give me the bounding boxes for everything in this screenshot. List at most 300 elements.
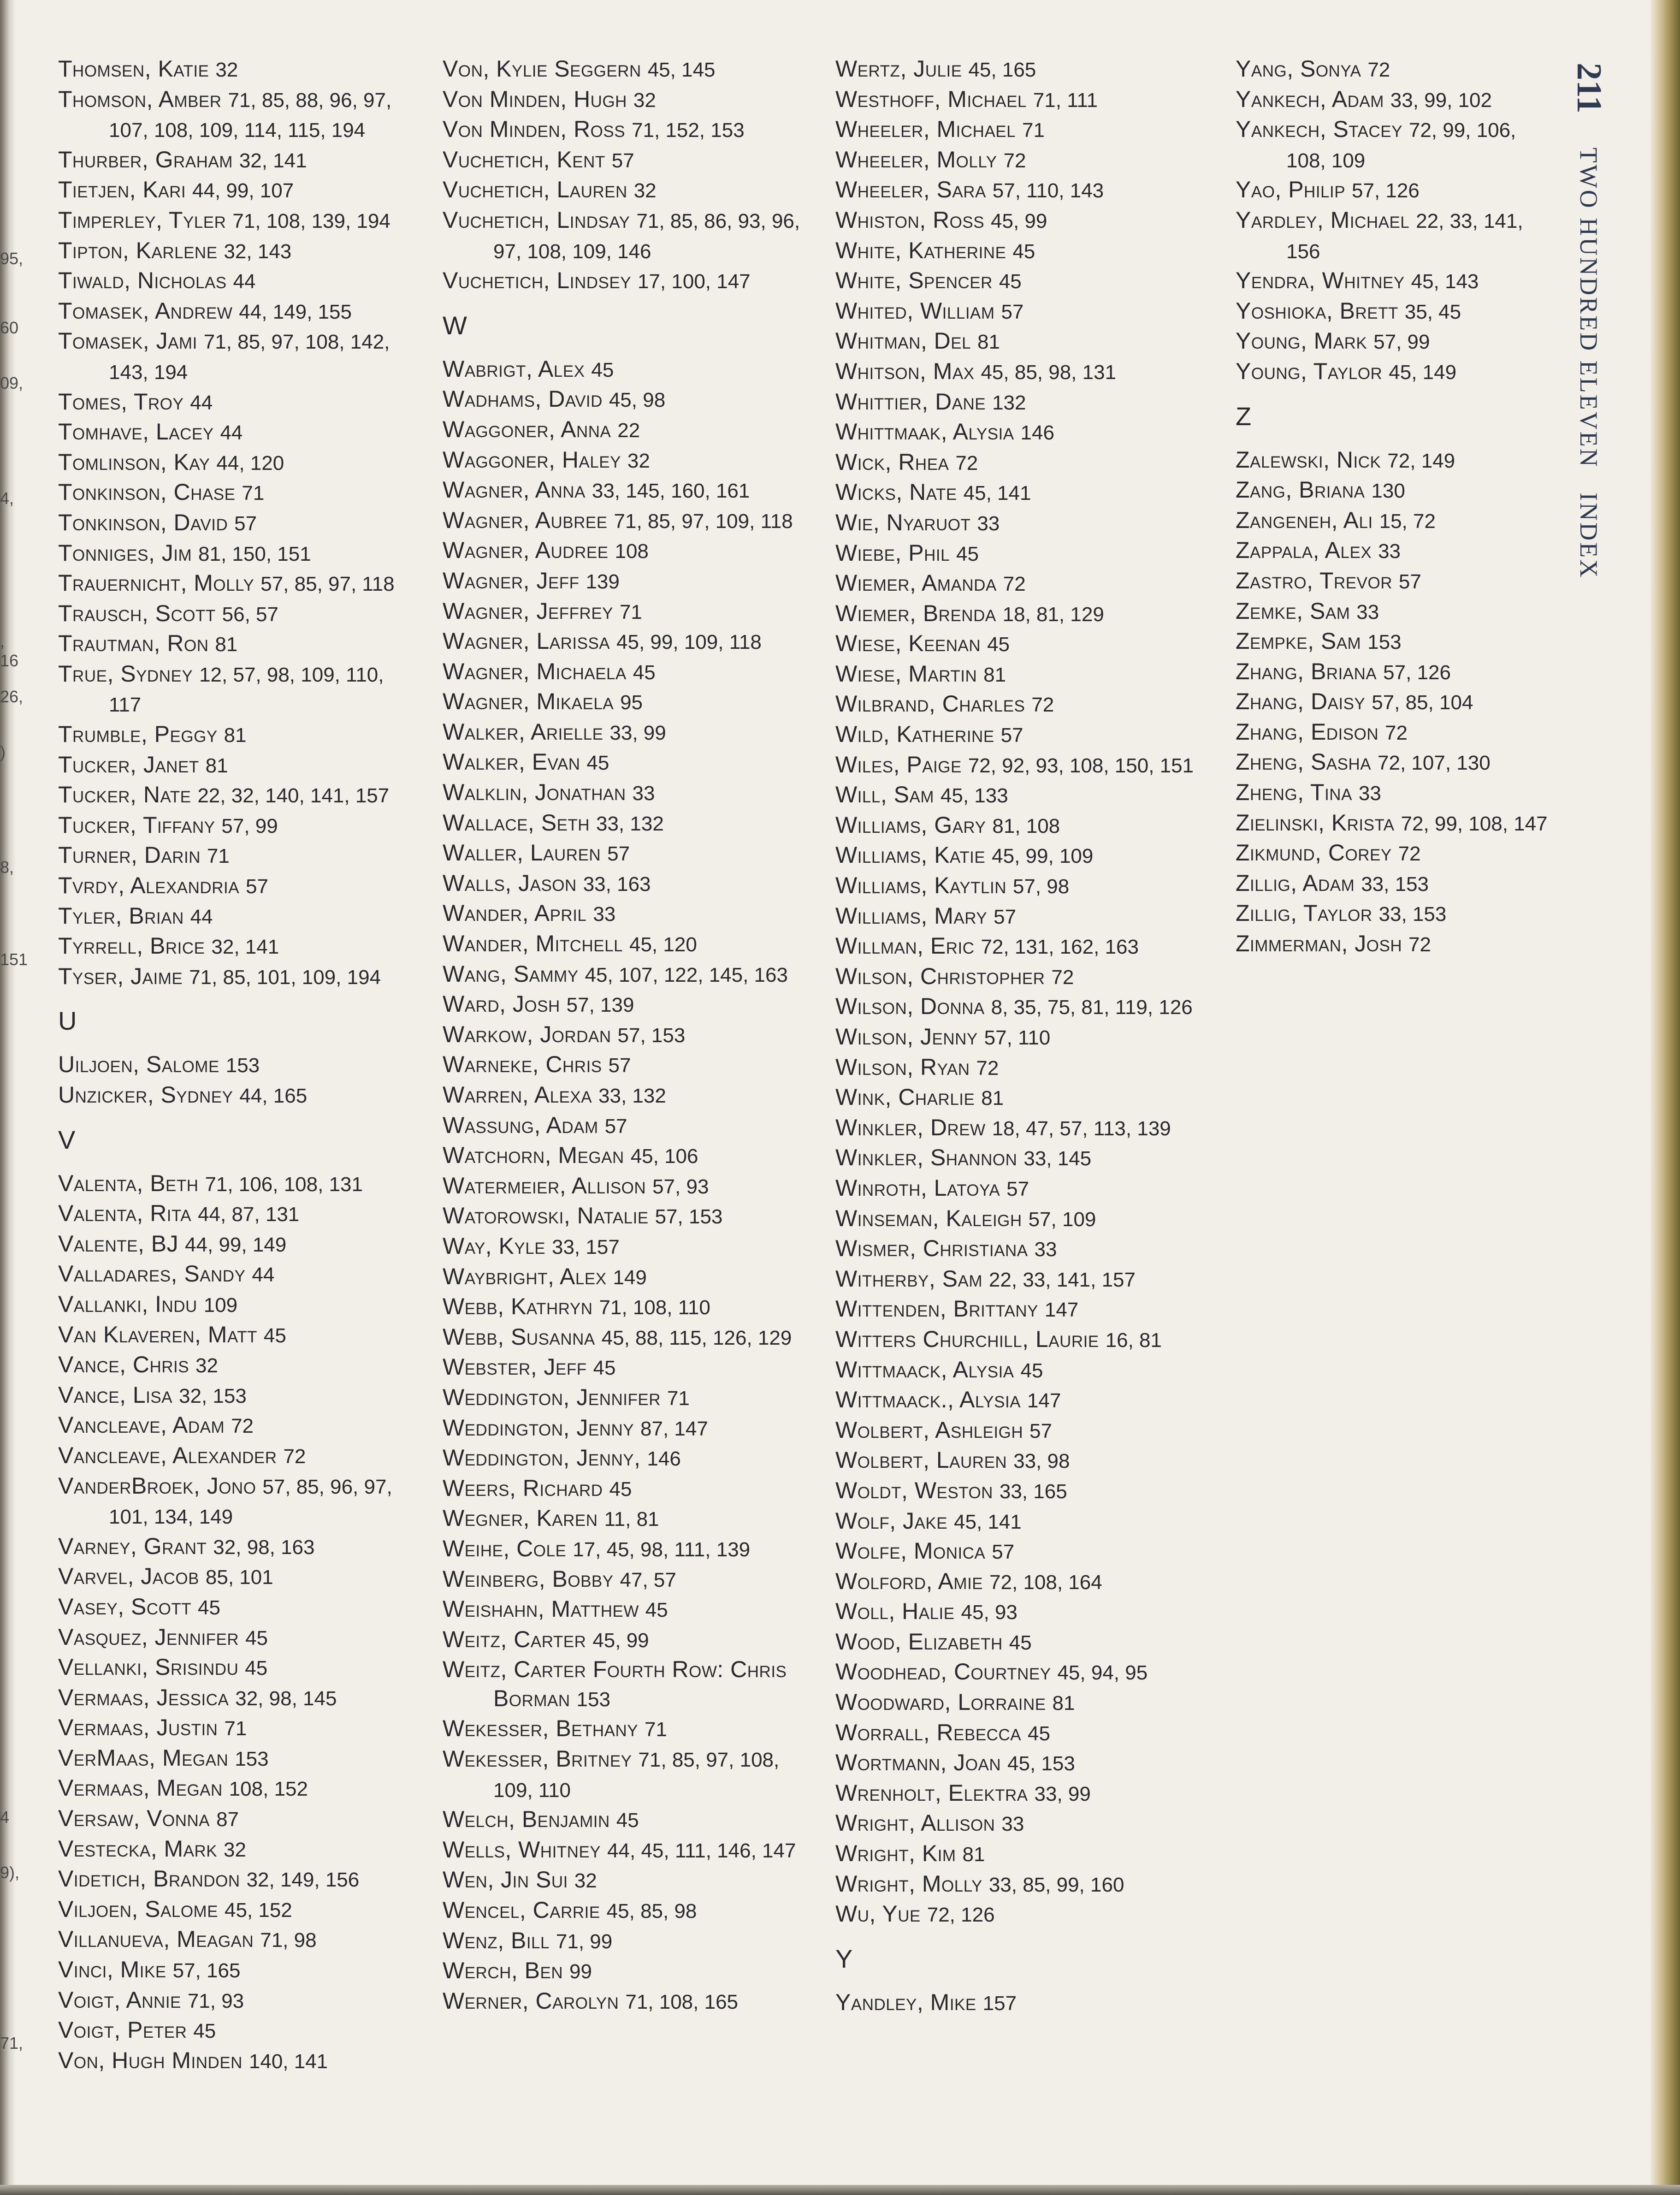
entry-pages: 72: [976, 1056, 999, 1080]
entry-pages: 22, 32, 140, 141, 157: [197, 784, 390, 807]
index-entry: [835, 780, 1204, 811]
entry-pages: 45: [987, 633, 1010, 656]
index-entry: [835, 1899, 1204, 1930]
index-entry: [835, 1143, 1204, 1174]
entry-pages: 71: [619, 600, 642, 623]
page-header: [1569, 63, 1609, 579]
entry-pages: 57, 85, 104: [1372, 691, 1473, 714]
entry-pages: 22, 33, 141, 157: [988, 1268, 1136, 1291]
index-entry: [443, 355, 802, 385]
entry-pages: 33, 145: [1023, 1147, 1092, 1170]
entry-pages: 81, 108: [992, 814, 1060, 837]
entry-name: Whittmaak, Alysia: [835, 419, 1014, 445]
entry-name: Trauernicht, Molly: [58, 570, 254, 596]
entry-pages: 95: [620, 691, 643, 714]
entry-pages: 157: [982, 1992, 1017, 2015]
entry-name: Webb, Susanna: [443, 1323, 595, 1350]
index-entry: [835, 175, 1204, 206]
entry-pages: 45, 153: [1007, 1752, 1075, 1775]
entry-pages: 18, 47, 57, 113, 139: [992, 1117, 1171, 1140]
entry-name: Tomlinson, Kay: [58, 449, 210, 475]
entry-name: Vuchetich, Lauren: [443, 177, 627, 203]
index-entry: [443, 1595, 802, 1625]
entry-name: Thurber, Graham: [58, 146, 233, 172]
entry-pages: 140, 141: [248, 2050, 328, 2073]
entry-name: Vuchetich, Lindsay: [443, 207, 630, 233]
entry-name: Waggoner, Anna: [443, 416, 611, 442]
entry-pages: 85, 101: [205, 1566, 273, 1589]
index-entry: [58, 387, 413, 418]
entry-pages: 45: [193, 2020, 216, 2043]
entry-name: Watorowski, Natalie: [443, 1203, 649, 1229]
index-entry: [58, 1592, 413, 1623]
index-entry: [835, 266, 1204, 297]
entry-name: Von, Kylie Seggern: [443, 56, 641, 82]
entry-pages: 32, 153: [179, 1384, 247, 1407]
entry-name: Williams, Gary: [835, 812, 986, 838]
entry-name: Wheeler, Michael: [835, 116, 1016, 142]
index-entry: [443, 1865, 802, 1896]
entry-pages: 72: [1367, 59, 1390, 81]
index-entry: [1236, 206, 1558, 266]
entry-name: Wismer, Christiana: [835, 1235, 1028, 1262]
entry-name: Winroth, Latoya: [835, 1175, 1000, 1201]
index-entry: [58, 266, 413, 297]
index-entry: [835, 750, 1204, 781]
entry-pages: 57: [608, 1054, 631, 1077]
index-entry: [443, 747, 802, 778]
entry-name: Voigt, Peter: [58, 2017, 187, 2043]
entry-name: Wadhams, David: [443, 386, 603, 412]
entry-name: Wen, Jin Sui: [443, 1867, 568, 1893]
entry-name: Zang, Briana: [1236, 477, 1365, 503]
entry-pages: 44, 99, 107: [192, 179, 294, 202]
index-entry: [835, 357, 1204, 387]
entry-name: Walker, Arielle: [443, 718, 603, 745]
index-entry: [835, 387, 1204, 418]
entry-name: Valenta, Beth: [58, 1170, 199, 1196]
entry-name: Wie, Nyaruot: [835, 509, 971, 535]
entry-pages: 71, 98: [260, 1929, 317, 1952]
gutter-fragment: 09,: [0, 374, 24, 392]
index-entry: [1236, 808, 1558, 839]
index-entry: [58, 750, 413, 781]
entry-name: Williams, Katie: [835, 842, 986, 868]
entry-pages: 71: [224, 1717, 247, 1740]
entry-name: Videtich, Brandon: [58, 1866, 240, 1892]
entry-name: Weddington, Jenny,: [443, 1445, 641, 1471]
index-entry: [835, 236, 1204, 267]
entry-pages: 71, 106, 108, 131: [205, 1173, 363, 1196]
entry-pages: 71, 93: [187, 1989, 244, 2012]
entry-name: Zalewski, Nick: [1236, 446, 1381, 473]
entry-name: Wagner, Michaela: [443, 658, 627, 684]
entry-pages: 45, 141: [954, 1510, 1022, 1533]
index-entry: [443, 1987, 802, 2017]
index-entry: [58, 1169, 413, 1199]
entry-name: Wheeler, Molly: [835, 146, 997, 172]
index-entry: [835, 841, 1204, 871]
index-entry: [835, 206, 1204, 236]
entry-name: Unzicker, Sydney: [58, 1082, 233, 1108]
entry-pages: 45, 106: [630, 1145, 698, 1168]
entry-pages: 45: [999, 270, 1022, 293]
index-entry: [835, 1234, 1204, 1264]
index-entry: [835, 1446, 1204, 1476]
section-letter: V: [58, 1125, 76, 1154]
index-entry: [58, 1774, 413, 1804]
entry-name: Wortmann, Joan: [835, 1750, 1001, 1776]
index-entry: [835, 1536, 1204, 1567]
index-entry: [58, 1804, 413, 1834]
entry-pages: 45, 143: [1411, 270, 1479, 293]
index-entry: [443, 1111, 802, 1141]
index-entry: [443, 1835, 802, 1866]
entry-name: Zhang, Edison: [1236, 718, 1379, 745]
entry-name: Worrall, Rebecca: [835, 1719, 1022, 1745]
entry-name: Vermaas, Justin: [58, 1714, 218, 1741]
entry-pages: 57: [994, 905, 1017, 928]
entry-pages: 45, 88, 115, 126, 129: [601, 1326, 792, 1349]
entry-name: Westhoff, Michael: [835, 86, 1027, 112]
entry-pages: 109: [203, 1293, 238, 1317]
entry-name: Wagner, Jeff: [443, 567, 580, 593]
index-entry: [443, 1805, 802, 1835]
index-entry: [1236, 445, 1558, 476]
entry-pages: 32: [224, 1838, 246, 1861]
entry-pages: 44: [252, 1264, 275, 1287]
index-entry: [443, 627, 802, 657]
entry-pages: 8, 35, 75, 81, 119, 126: [991, 996, 1193, 1019]
index-entry: [835, 1294, 1204, 1325]
entry-name: Wassung, Adam: [443, 1112, 598, 1138]
index-entry: [58, 54, 413, 85]
index-entry: [835, 1416, 1204, 1446]
gutter-fragment: 71,: [0, 2034, 24, 2053]
entry-pages: 45: [245, 1657, 268, 1680]
entry-pages: 57: [1006, 1177, 1029, 1200]
entry-pages: 45, 165: [968, 59, 1036, 81]
index-entry: [835, 539, 1204, 569]
index-entry: [1236, 899, 1558, 929]
entry-name: Voigt, Annie: [58, 1987, 181, 2013]
entry-pages: 45, 85, 98: [606, 1900, 697, 1923]
index-entry: [443, 1565, 802, 1595]
entry-pages: 81: [983, 663, 1006, 686]
entry-pages: 153: [225, 1054, 260, 1077]
entry-name: Wrenholt, Elektra: [835, 1780, 1028, 1806]
index-entry: [1236, 506, 1558, 536]
entry-pages: 57, 109: [1028, 1208, 1096, 1231]
index-entry: [835, 417, 1204, 448]
entry-pages: 71, 152, 153: [632, 119, 745, 142]
entry-name: Werner, Carolyn: [443, 1987, 619, 2014]
index-entry: [835, 1083, 1204, 1113]
entry-name: Yoshioka, Brett: [1236, 297, 1398, 324]
entry-pages: 44, 99, 149: [185, 1233, 287, 1256]
entry-name: Weitz, Carter Fourth Row: Chris Borman: [443, 1656, 787, 1711]
entry-pages: 146: [1020, 421, 1054, 445]
entry-name: Weddington, Jenny: [443, 1414, 634, 1441]
index-entry: [835, 85, 1204, 115]
index-entry: [443, 475, 802, 506]
entry-pages: 45, 99: [991, 209, 1047, 232]
entry-name: Wicks, Nate: [835, 479, 957, 505]
entry-name: Waybright, Alex: [443, 1263, 607, 1289]
entry-pages: 32: [574, 1869, 597, 1892]
entry-pages: 32: [195, 1354, 218, 1377]
index-entry: [835, 508, 1204, 539]
index-entry: [835, 115, 1204, 145]
entry-pages: 45: [591, 358, 614, 381]
index-entry: [443, 1926, 802, 1957]
entry-pages: 57, 153: [617, 1024, 686, 1047]
entry-pages: 72, 107, 130: [1378, 752, 1491, 775]
entry-pages: 72: [1003, 149, 1026, 172]
page-edge: [1650, 0, 1680, 2195]
index-entry: [443, 1232, 802, 1262]
entry-pages: 71: [645, 1718, 667, 1741]
entry-name: Webster, Jeff: [443, 1354, 587, 1380]
entry-name: Tonkinson, David: [58, 509, 228, 535]
entry-pages: 57, 98: [1012, 875, 1070, 898]
index-entry: [58, 962, 413, 992]
index-entry: [835, 1809, 1204, 1839]
index-entry: [835, 1869, 1204, 1900]
entry-pages: 45: [616, 1809, 639, 1832]
entry-pages: 139: [586, 570, 620, 593]
gutter-fragment: 8,: [0, 858, 14, 877]
entry-pages: 44: [233, 270, 256, 293]
entry-name: Welch, Benjamin: [443, 1806, 610, 1833]
entry-pages: 81: [962, 1843, 985, 1866]
index-entry: [835, 1597, 1204, 1627]
entry-name: Young, Taylor: [1236, 358, 1383, 384]
entry-pages: 44, 149, 155: [239, 300, 352, 323]
entry-name: Zastro, Trevor: [1236, 567, 1392, 593]
index-entry: [58, 1986, 413, 2016]
entry-name: Wiebe, Phil: [835, 540, 950, 566]
entry-name: Wiese, Martin: [835, 660, 977, 687]
entry-name: Vermaas, Megan: [58, 1775, 223, 1801]
entry-pages: 72: [1031, 694, 1054, 717]
index-entry: [58, 508, 413, 539]
entry-name: Tucker, Nate: [58, 782, 191, 808]
entry-name: Weihe, Cole: [443, 1535, 567, 1561]
entry-pages: 146: [647, 1448, 681, 1471]
entry-pages: 81, 150, 151: [198, 542, 311, 565]
entry-name: Wabrigt, Alex: [443, 356, 585, 382]
entry-name: Woldt, Weston: [835, 1477, 993, 1503]
entry-pages: 72, 92, 93, 108, 150, 151: [968, 754, 1194, 777]
index-entry: [443, 1474, 802, 1504]
entry-name: Webb, Kathryn: [443, 1293, 593, 1320]
index-entry: [443, 175, 802, 206]
index-entry: [443, 385, 802, 415]
index-entry: [443, 1956, 802, 1987]
index-entry: [835, 1053, 1204, 1083]
index-entry: [1236, 566, 1558, 597]
entry-pages: 45: [645, 1599, 668, 1622]
index-entry: [443, 85, 802, 115]
entry-pages: 33, 153: [1361, 872, 1429, 896]
entry-name: Wick, Rhea: [835, 449, 949, 475]
entry-pages: 33, 153: [1378, 903, 1447, 926]
entry-name: Wagner, Larissa: [443, 628, 610, 654]
gutter-fragment: , 16: [0, 632, 19, 670]
index-entry: [58, 145, 413, 176]
entry-name: Uiljoen, Salome: [58, 1051, 219, 1078]
entry-name: Wiemer, Amanda: [835, 570, 997, 596]
page-bottom-edge: [0, 2185, 1680, 2195]
index-entry: [835, 1567, 1204, 1597]
index-entry: [835, 448, 1204, 478]
entry-pages: 45: [633, 661, 656, 684]
index-entry: [835, 1988, 1204, 2018]
entry-name: Von, Hugh Minden: [58, 2047, 243, 2073]
index-entry: [835, 811, 1204, 841]
entry-name: Van Klaveren, Matt: [58, 1321, 257, 1347]
entry-pages: 45, 120: [629, 933, 697, 956]
index-entry: [443, 1050, 802, 1080]
index-entry: [58, 629, 413, 659]
index-entry: [443, 1655, 802, 1714]
entry-pages: 32, 149, 156: [246, 1869, 360, 1892]
entry-pages: 45, 107, 122, 145, 163: [585, 963, 788, 986]
entry-name: Vance, Chris: [58, 1352, 189, 1378]
entry-pages: 45, 145: [647, 59, 716, 81]
index-entry: [443, 1323, 802, 1353]
index-entry: [58, 871, 413, 902]
entry-pages: 45: [198, 1596, 220, 1619]
index-entry: [1236, 115, 1558, 175]
index-entry: [443, 1141, 802, 1171]
entry-name: Whitman, Del: [835, 328, 971, 354]
entry-name: Tipton, Karlene: [58, 237, 218, 263]
entry-name: Witters Churchill, Laurie: [835, 1326, 1099, 1352]
index-entry: [835, 931, 1204, 962]
entry-pages: 57: [245, 875, 268, 898]
entry-name: Wheeler, Sara: [835, 177, 986, 203]
entry-pages: 71, 85, 97, 109, 118: [614, 510, 793, 533]
entry-name: Zangeneh, Ali: [1236, 507, 1373, 533]
entry-name: VerMaas, Megan: [58, 1744, 229, 1771]
index-entry: [835, 962, 1204, 992]
entry-name: Wilson, Donna: [835, 993, 985, 1020]
entry-pages: 57: [611, 149, 634, 172]
entry-name: Yao, Philip: [1236, 177, 1346, 203]
entry-name: Wilson, Christopher: [835, 963, 1045, 989]
entry-name: Weinberg, Bobby: [443, 1566, 614, 1592]
entry-pages: 71, 111: [1033, 89, 1098, 112]
index-column-3: [835, 54, 1204, 2018]
index-entry: [835, 992, 1204, 1022]
entry-name: White, Spencer: [835, 267, 993, 294]
entry-pages: 17, 45, 98, 111, 139: [573, 1538, 751, 1561]
index-entry: [58, 297, 413, 327]
index-entry: [443, 415, 802, 445]
entry-name: Tietjen, Kari: [58, 177, 186, 203]
entry-pages: 81: [977, 331, 1000, 354]
entry-pages: 71: [667, 1387, 690, 1410]
index-entry: [58, 1925, 413, 1955]
index-entry: [443, 1262, 802, 1293]
entry-pages: 149: [613, 1266, 647, 1289]
entry-name: Woodward, Lorraine: [835, 1689, 1046, 1715]
section-letter: Y: [835, 1944, 853, 1973]
entry-name: Zappala, Alex: [1236, 537, 1372, 564]
entry-pages: 72: [1051, 966, 1074, 989]
index-entry: [443, 1020, 802, 1050]
entry-pages: 47, 57: [620, 1568, 676, 1591]
entry-pages: 81: [215, 633, 238, 656]
index-entry: [58, 175, 413, 206]
index-entry: [443, 778, 802, 808]
entry-name: Walklin, Jonathan: [443, 779, 626, 806]
index-entry: [835, 720, 1204, 750]
entry-name: Zhang, Daisy: [1236, 688, 1366, 715]
index-entry: [58, 1259, 413, 1290]
entry-name: Warneke, Chris: [443, 1051, 602, 1078]
section-letter: U: [58, 1006, 77, 1036]
entry-pages: 32, 98, 163: [213, 1536, 315, 1559]
entry-name: Varvel, Jacob: [58, 1563, 199, 1590]
entry-name: Varney, Grant: [58, 1533, 207, 1559]
entry-pages: 57: [607, 842, 630, 866]
entry-name: Wekesser, Britney: [443, 1746, 632, 1772]
index-entry: [58, 841, 413, 871]
gutter-fragment: 26,: [0, 687, 24, 706]
index-entry: [835, 1476, 1204, 1507]
entry-pages: 71, 99: [556, 1930, 613, 1953]
entry-name: Trumble, Peggy: [58, 721, 218, 747]
entry-pages: 71, 108, 139, 194: [232, 209, 390, 232]
index-entry: [443, 536, 802, 566]
gutter-fragment: 4,: [0, 489, 14, 508]
entry-pages: 45: [1009, 1631, 1032, 1654]
entry-name: Zheng, Tina: [1236, 779, 1352, 806]
index-entry: [1236, 747, 1558, 778]
index-entry: [58, 448, 413, 478]
entry-name: Zimmerman, Josh: [1236, 931, 1402, 957]
index-entry: [443, 506, 802, 536]
entry-name: Trausch, Scott: [58, 600, 216, 626]
entry-name: Zillig, Taylor: [1236, 900, 1372, 926]
entry-name: Weddington, Jennifer: [443, 1384, 661, 1410]
index-entry: [58, 1471, 413, 1532]
entry-name: Wagner, Aubree: [443, 507, 608, 533]
entry-name: Valente, BJ: [58, 1230, 179, 1257]
entry-pages: 45, 99, 109: [992, 845, 1094, 868]
entry-name: Vuchetich, Kent: [443, 146, 605, 172]
entry-pages: 72, 99, 106, 108, 109: [1286, 119, 1516, 172]
entry-name: Woll, Halie: [835, 1598, 955, 1625]
entry-pages: 57: [234, 512, 257, 535]
entry-name: Waggoner, Haley: [443, 446, 621, 473]
index-entry: [835, 629, 1204, 659]
entry-name: Weers, Richard: [443, 1475, 603, 1501]
index-entry: [58, 902, 413, 932]
index-entry: [1236, 838, 1558, 869]
index-column-1: [58, 54, 413, 2076]
entry-name: Tyser, Jaime: [58, 963, 183, 989]
entry-name: Willman, Eric: [835, 933, 975, 959]
entry-name: Warkow, Jordan: [443, 1021, 611, 1047]
entry-name: Tyrrell, Brice: [58, 933, 205, 959]
index-entry: [58, 236, 413, 267]
index-entry: [58, 1653, 413, 1683]
index-entry: [58, 931, 413, 962]
